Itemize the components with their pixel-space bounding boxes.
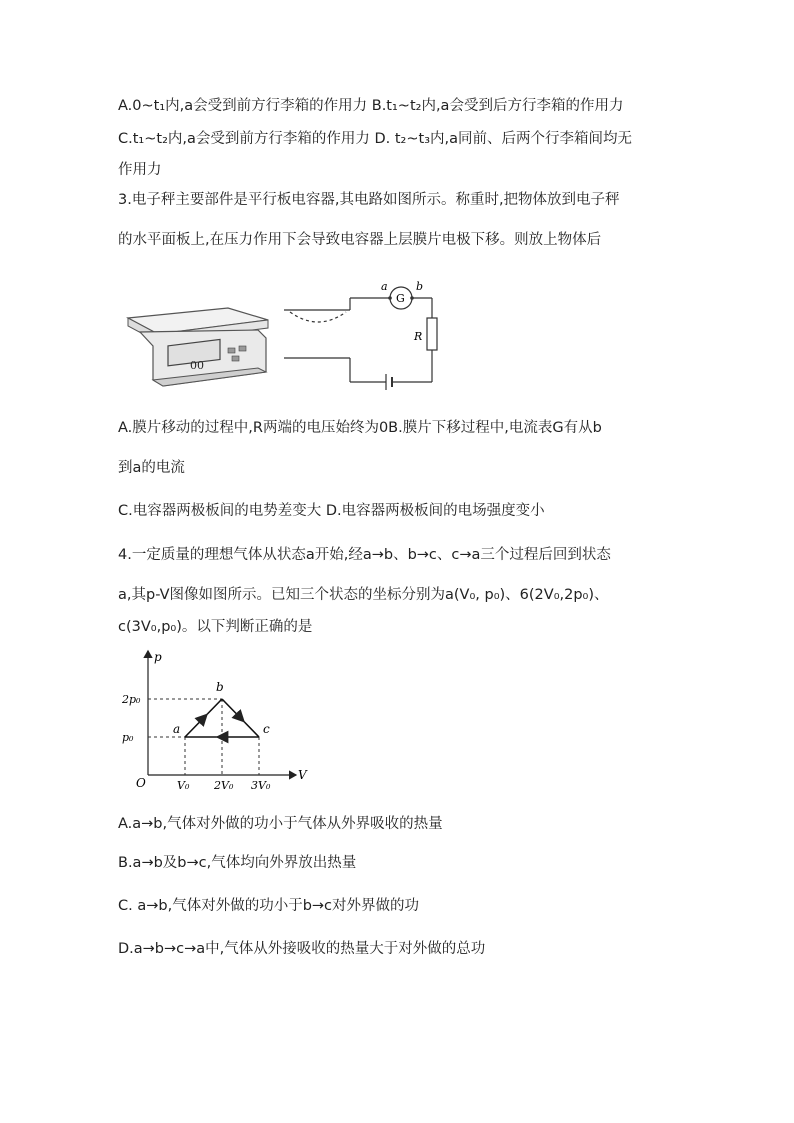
pv-diagram (118, 645, 318, 795)
q4-stem: 4.一定质量的理想气体从状态a开始,经a→b、b→c、c→a三个过程后回到状态 (118, 547, 611, 563)
q3-stem: 3.电子秤主要部件是平行板电容器,其电路如图所示。称重时,把物体放到电子秤 (118, 192, 620, 208)
y-tick-label: 2p₀ (122, 693, 141, 706)
q3-option-ab: A.膜片移动的过程中,R两端的电压始终为0B.膜片下移过程中,电流表G有从b (118, 420, 602, 436)
q4-option-a: A.a→b,气体对外做的功小于气体从外界吸收的热量 (118, 816, 443, 832)
q2-option-cd-cont: 作用力 (118, 162, 162, 178)
q3-option-ab-cont: 到a的电流 (118, 460, 185, 476)
y-tick-label: p₀ (122, 731, 134, 744)
scale-display-value: 00 (190, 359, 204, 372)
v-axis-label: V (298, 768, 307, 782)
state-label-b: b (216, 680, 224, 694)
process-a-b (185, 699, 222, 737)
electronic-scale-illustration (128, 308, 268, 386)
q4-option-d: D.a→b→c→a中,气体从外接吸收的热量大于对外做的总功 (118, 941, 486, 957)
scale-circuit-figure (118, 268, 448, 398)
x-tick-label: 2V₀ (214, 779, 234, 792)
q4-option-b: B.a→b及b→c,气体均向外界放出热量 (118, 855, 357, 871)
q4-stem-cont-2: c(3V₀,p₀)。以下判断正确的是 (118, 619, 313, 635)
circuit-label-a: a (381, 280, 388, 293)
x-tick-label: V₀ (177, 779, 190, 792)
resistor-label: R (414, 330, 423, 343)
state-label-c: c (263, 722, 270, 736)
galvanometer-label: G (396, 292, 405, 305)
q2-option-cd: C.t₁~t₂内,a会受到前方行李箱的作用力 D. t₂~t₃内,a同前、后两个行李箱间均无 (118, 131, 633, 147)
q4-option-c: C. a→b,气体对外做的功小于b→c对外界做的功 (118, 898, 420, 914)
circuit-label-b: b (416, 280, 424, 293)
state-label-a: a (173, 722, 181, 736)
q4-stem-cont: a,其p-V图像如图所示。已知三个状态的坐标分别为a(V₀, p₀)、6(2V₀,2p₀)、 (118, 587, 609, 603)
origin-label: O (136, 776, 146, 790)
x-tick-label: 3V₀ (251, 779, 271, 792)
q3-stem-cont: 的水平面板上,在压力作用下会导致电容器上层膜片电极下移。则放上物体后 (118, 232, 602, 248)
q2-option-ab: A.0~t₁内,a会受到前方行李箱的作用力 B.t₁~t₂内,a会受到后方行李箱的作用力 (118, 98, 624, 114)
p-axis-label: p (154, 650, 162, 664)
process-b-c (222, 699, 259, 737)
q3-option-cd: C.电容器两极板间的电势差变大 D.电容器两极板间的电场强度变小 (118, 503, 545, 519)
